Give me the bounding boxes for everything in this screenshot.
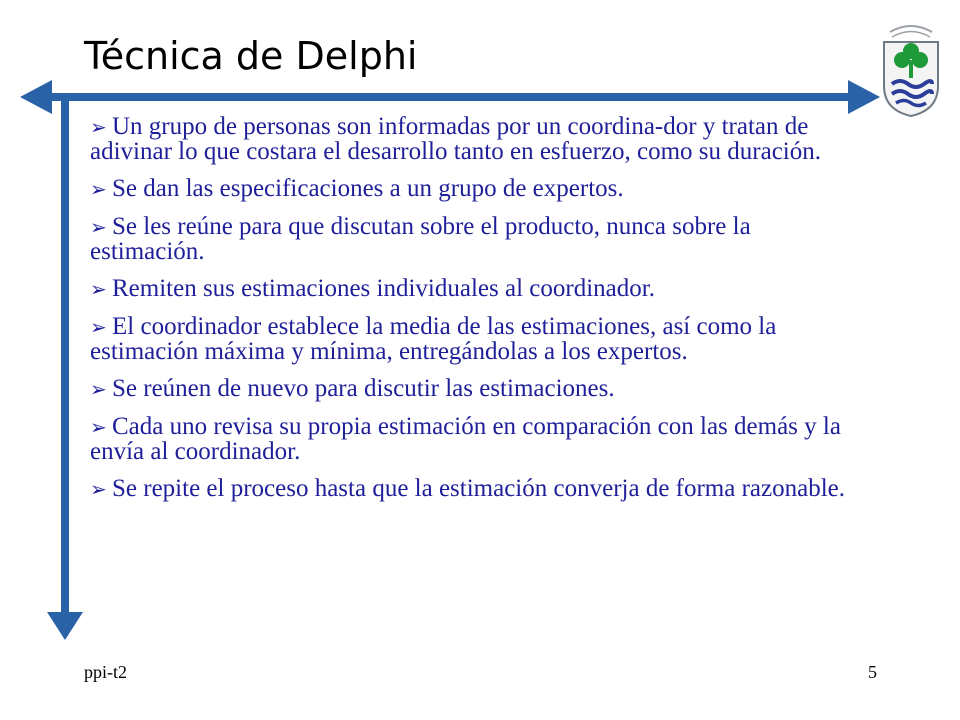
arrow-bullet-icon: ➢: [90, 317, 107, 339]
horizontal-axis-line: [44, 93, 868, 101]
bullet-text: Un grupo de personas son informadas por un coordina-dor y tratan de adivinar lo que costara el desarrollo tanto en esfuerzo, como su duración.: [90, 113, 821, 165]
university-crest-icon: [878, 20, 944, 118]
right-arrowhead-icon: [848, 80, 880, 114]
arrow-bullet-icon: ➢: [90, 379, 107, 401]
bullet-item-7: [90, 415, 850, 464]
footer-label: ppi-t2: [84, 662, 127, 682]
bullet-text: Se les reúne para que discutan sobre el producto, nunca sobre la estimación.: [90, 213, 751, 265]
bullet-item-6: [90, 377, 850, 402]
arrow-bullet-icon: ➢: [90, 117, 107, 139]
bullet-item-4: [90, 277, 850, 302]
bullet-text: Cada uno revisa su propia estimación en comparación con las demás y la envía al coordinador.: [90, 413, 841, 465]
vertical-axis-line: [61, 96, 69, 624]
arrow-bullet-icon: ➢: [90, 217, 107, 239]
arrow-bullet-icon: ➢: [90, 479, 107, 501]
bullet-text: El coordinador establece la media de las estimaciones, así como la estimación máxima y mínima, entregándolas a los expertos.: [90, 313, 777, 365]
bullet-text: Remiten sus estimaciones individuales al coordinador.: [112, 275, 655, 302]
slide-title: Técnica de Delphi: [84, 34, 418, 78]
bullet-text: Se reúnen de nuevo para discutir las estimaciones.: [112, 375, 615, 402]
bullet-text: Se dan las especificaciones a un grupo de expertos.: [112, 175, 624, 202]
bullet-list: [90, 115, 850, 515]
bullet-text: Se repite el proceso hasta que la estimación converja de forma razonable.: [112, 475, 846, 502]
bullet-item-1: [90, 115, 850, 164]
bullet-item-8: [90, 477, 850, 502]
bullet-item-2: [90, 177, 850, 202]
arrow-bullet-icon: ➢: [90, 179, 107, 201]
bullet-item-5: [90, 315, 850, 364]
down-arrowhead-icon: [47, 612, 83, 640]
page-number: 5: [868, 662, 877, 682]
left-arrowhead-icon: [20, 80, 52, 114]
bullet-item-3: [90, 215, 850, 264]
arrow-bullet-icon: ➢: [90, 279, 107, 301]
arrow-bullet-icon: ➢: [90, 417, 107, 439]
